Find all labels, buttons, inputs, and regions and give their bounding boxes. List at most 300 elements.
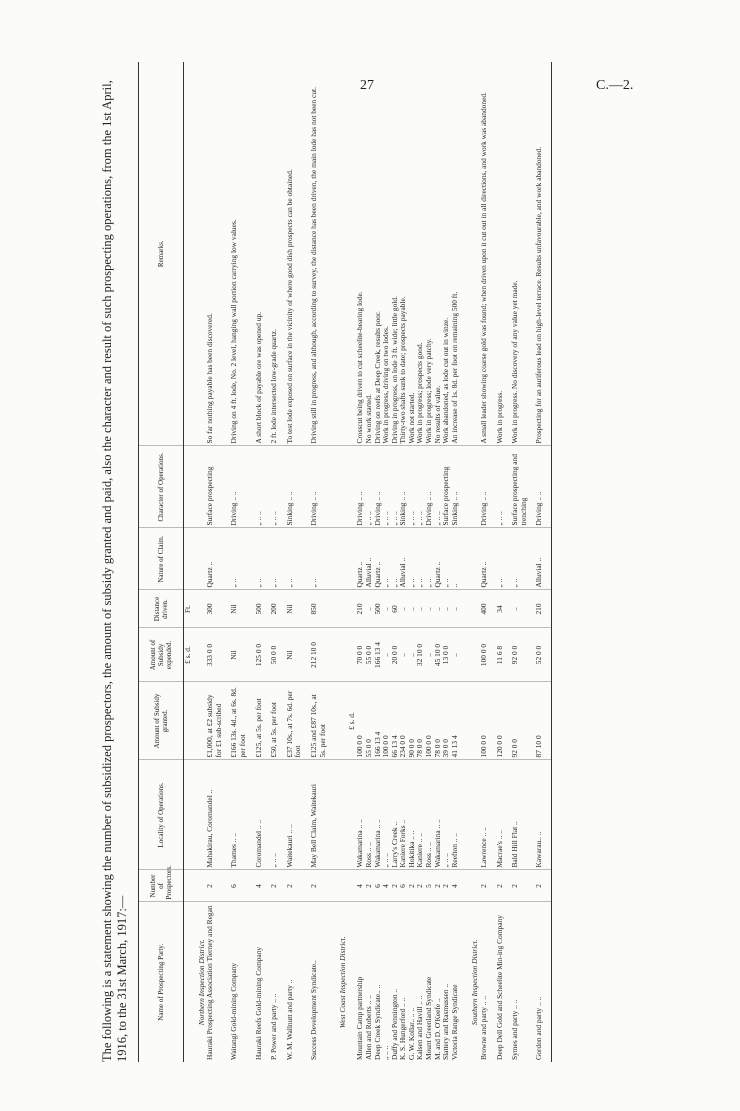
spacer-row: [459, 62, 466, 1062]
cell-distance: ..: [365, 590, 374, 628]
header-remarks: Remarks.: [139, 62, 184, 446]
spacer-row: [223, 62, 230, 1062]
empty-cell: [193, 682, 207, 760]
table-row: [255, 62, 264, 1062]
empty-cell: [466, 682, 480, 760]
cell-granted: £1,000, at £2 subsidy for £1 sub-scribed: [206, 682, 223, 760]
cell-number: 2: [206, 870, 223, 902]
cell-number: 6: [399, 870, 408, 902]
empty-cell: [334, 62, 348, 446]
cell-locality: Kaniere Forks ..: [399, 760, 408, 870]
district-heading-row: [193, 62, 207, 1062]
cell-granted: £166 13s. 4d., at 6s. 8d. per foot: [230, 682, 247, 760]
table-row: [206, 62, 223, 1062]
cell-character: „ .. ..: [496, 446, 505, 528]
cell-locality: Thames .. ..: [230, 760, 247, 870]
cell-party: Duffy and Pennington ..: [389, 988, 399, 1060]
cell-remarks: Driving on reefs at Deep Creek, results poor.: [374, 62, 383, 446]
cell-character: Driving .. ..: [480, 446, 489, 528]
cell-claim: „ ..: [416, 528, 425, 590]
district-heading: West Coast Inspection District.: [338, 936, 348, 1029]
cell-locality: Ross .. ..: [425, 760, 434, 870]
empty-cell: [466, 446, 480, 528]
empty-cell: [184, 528, 193, 590]
cell-distance: 300: [206, 590, 223, 628]
cell-character: Driving .. ..: [356, 446, 365, 528]
empty-cell: [184, 902, 193, 1062]
cell-distance: ..: [434, 590, 443, 628]
cell-character: Driving .. ..: [374, 446, 383, 528]
cell-number: 2: [391, 870, 400, 902]
district-heading: Northern Inspection District.: [196, 939, 206, 1026]
cell-granted: 100 0 0: [425, 682, 434, 760]
cell-remarks: Driving in progress, on lode 3 ft. wide; little gold.: [391, 62, 400, 446]
cell-party: Slattery and Rasmussen ..: [441, 983, 451, 1060]
cell-distance: 850: [310, 590, 327, 628]
empty-cell: [544, 590, 552, 628]
table-row: [230, 62, 247, 1062]
empty-cell: [193, 62, 207, 446]
cell-character: Surface prospecting: [206, 446, 223, 528]
unit-expended: £ s. d.: [184, 628, 193, 682]
header-party: Name of Prospecting Party.: [139, 902, 184, 1062]
cell-character: „ .. ..: [382, 446, 391, 528]
cell-party: Allen and Roberts .. ..: [363, 995, 373, 1060]
empty-cell: [184, 446, 193, 528]
cell-claim: „ ..: [391, 528, 400, 590]
empty-cell: [193, 446, 207, 528]
cell-party: Mountain Camp partnership: [355, 976, 365, 1060]
spacer-row: [544, 62, 552, 1062]
cell-remarks: Work in progress, driving on two lodes.: [382, 62, 391, 446]
cell-number: 2: [286, 870, 303, 902]
cell-number: 4: [356, 870, 365, 902]
cell-number: 2: [480, 870, 489, 902]
cell-character: „ .. ..: [391, 446, 400, 528]
cell-granted: 39 0 0: [442, 682, 451, 760]
empty-cell: [544, 446, 552, 528]
empty-cell: [334, 528, 348, 590]
table-header-row: [139, 62, 184, 1062]
table-row: [382, 62, 391, 1062]
cell-locality: Hokitika .. ..: [408, 760, 417, 870]
cell-number: 2: [442, 870, 451, 902]
cell-locality: Kawarau.. ..: [535, 760, 544, 870]
cell-number: 2: [511, 870, 528, 902]
cell-granted: 100 0 0: [480, 682, 489, 760]
cell-distance: 210: [356, 590, 365, 628]
cell-party: Waitangi Gold-mining Company: [229, 962, 239, 1060]
cell-party: G. W. Kollar.. .. ..: [406, 1007, 416, 1060]
table-body: [184, 62, 552, 1062]
cell-remarks: To test lode exposed on surface in the vicinity of where good dish prospects can be obtained.: [286, 62, 303, 446]
cell-granted: 55 0 0: [365, 682, 374, 760]
cell-expended: ..: [451, 628, 460, 682]
cell-remarks: Work in progress; lode very patchy.: [425, 62, 434, 446]
empty-cell: [459, 590, 466, 628]
cell-claim: „ ..: [408, 528, 417, 590]
cell-character: Driving .. ..: [230, 446, 247, 528]
cell-expended: 55 0 0: [365, 628, 374, 682]
cell-number: 2: [270, 870, 279, 902]
cell-expended: Nil: [286, 628, 303, 682]
cell-granted: £125, at 5s. per foot: [255, 682, 264, 760]
empty-cell: [459, 902, 466, 1062]
cell-remarks: An increase of 1s. 8d. per foot on remaining 500 ft.: [451, 62, 460, 446]
cell-character: Sinking .. ..: [451, 446, 460, 528]
cell-character: „ .. ..: [270, 446, 279, 528]
cell-distance: ..: [425, 590, 434, 628]
cell-remarks: Work in progress.: [496, 62, 505, 446]
units-row: [184, 62, 193, 1062]
cell-party: Symes and party .. ..: [510, 999, 520, 1060]
cell-distance: ..: [451, 590, 460, 628]
empty-cell: [459, 760, 466, 870]
cell-locality: Lawrence .. ..: [480, 760, 489, 870]
empty-cell: [327, 870, 334, 902]
district-heading-row: [334, 62, 348, 1062]
cell-expended: 32 10 0: [416, 628, 425, 682]
cell-claim: Alluvial ..: [365, 528, 374, 590]
cell-granted: £37 10s., at 7s. 6d. per foot: [286, 682, 303, 760]
spacer-row: [504, 62, 511, 1062]
cell-character: Sinking .. ..: [399, 446, 408, 528]
empty-cell: [466, 760, 480, 870]
cell-number: 6: [374, 870, 383, 902]
cell-claim: „ ..: [425, 528, 434, 590]
unit-distance: Ft.: [184, 590, 193, 628]
empty-cell: [193, 760, 207, 870]
empty-cell: [327, 760, 334, 870]
cell-locality: Wakamarina .. ..: [356, 760, 365, 870]
empty-cell: [544, 902, 552, 1062]
spacer-row: [327, 62, 334, 1062]
table-row: [270, 62, 279, 1062]
cell-distance: 34: [496, 590, 505, 628]
cell-locality: Waitekauri .. ..: [286, 760, 303, 870]
cell-remarks: Work in progress. No discovery of any value yet made.: [511, 62, 528, 446]
cell-expended: ..: [425, 628, 434, 682]
cell-claim: ..: [451, 528, 460, 590]
cell-party: Deep Dell Gold and Scheelite Min-ing Company: [494, 915, 504, 1060]
cell-remarks: So far nothing payable has been discovered.: [206, 62, 223, 446]
cell-party: M. and D. O'Keefe ..: [432, 998, 442, 1060]
cell-distance: ..: [511, 590, 528, 628]
cell-claim: „ ..: [286, 528, 303, 590]
cell-number: 2: [310, 870, 327, 902]
cell-remarks: 2 ft. lode intersected low-grade quartz.: [270, 62, 279, 446]
empty-cell: [544, 62, 552, 446]
cell-expended: 13 0 0: [442, 628, 451, 682]
empty-cell: [184, 62, 193, 446]
cell-remarks: Prospecting for an auriferous lead on high-level terrace. Results unfavourable, and work abandoned.: [535, 62, 544, 446]
cell-character: „ .. ..: [255, 446, 264, 528]
cell-number: 2: [535, 870, 544, 902]
cell-claim: „ ..: [496, 528, 505, 590]
cell-expended: 166 13 4: [374, 628, 383, 682]
cell-remarks: A short block of payable ore was opened up.: [255, 62, 264, 446]
spacer-row: [489, 62, 496, 1062]
empty-cell: [544, 628, 552, 682]
cell-remarks: No work started.: [365, 62, 374, 446]
cell-character: Surface prospecting: [442, 446, 451, 528]
cell-locality: Reefton .. ..: [451, 760, 460, 870]
cell-claim: Alluvial ..: [535, 528, 544, 590]
table-row: [511, 62, 528, 1062]
cell-locality: Ross .. ..: [365, 760, 374, 870]
document-reference: C.—2.: [596, 78, 634, 93]
cell-character: „ .. ..: [434, 446, 443, 528]
cell-expended: 212 10 0: [310, 628, 327, 682]
empty-cell: [334, 590, 348, 628]
cell-party: Browne and party .. ..: [479, 995, 489, 1060]
cell-granted: 41 13 4: [451, 682, 460, 760]
cell-distance: 60: [391, 590, 400, 628]
empty-cell: [334, 760, 348, 870]
empty-cell: [193, 628, 207, 682]
cell-distance: ..: [382, 590, 391, 628]
empty-cell: [459, 870, 466, 902]
cell-locality: Macrae's .. ..: [496, 760, 505, 870]
cell-expended: 333 0 0: [206, 628, 223, 682]
cell-number: 2: [416, 870, 425, 902]
cell-expended: 45 10 0: [434, 628, 443, 682]
empty-cell: [193, 528, 207, 590]
empty-cell: [327, 902, 334, 1062]
cell-character: Driving .. ..: [425, 446, 434, 528]
cell-granted: 92 0 0: [511, 682, 528, 760]
cell-distance: 200: [270, 590, 279, 628]
cell-character: Surface prospecting and trenching: [511, 446, 528, 528]
cell-character: „ .. ..: [365, 446, 374, 528]
cell-party: P. Power and party .. ..: [269, 993, 279, 1060]
cell-granted: 166 13 4: [374, 682, 383, 760]
empty-cell: [466, 628, 480, 682]
cell-claim: Alluvial ..: [399, 528, 408, 590]
cell-locality: Wakamarina .. ..: [434, 760, 443, 870]
cell-granted: 234 0 0: [399, 682, 408, 760]
cell-granted: 100 0 0: [356, 682, 365, 760]
cell-expended: 100 0 0: [480, 628, 489, 682]
intro-paragraph: The following is a statement showing the number of subsidized prospectors, the amount of subsidy granted and paid, also the character and result of such prospecting operations, from the 1st April, 1916, to the 31st March, 1917:—: [100, 80, 129, 1062]
cell-party: Kalsen and Havill .. ..: [415, 995, 425, 1060]
empty-cell: [334, 628, 348, 682]
cell-distance: 400: [480, 590, 489, 628]
cell-expended: ..: [382, 628, 391, 682]
cell-number: 4: [382, 870, 391, 902]
empty-cell: [327, 682, 334, 760]
cell-distance: ..: [416, 590, 425, 628]
cell-remarks: Work not started.: [408, 62, 417, 446]
cell-character: Sinking .. ..: [286, 446, 303, 528]
district-heading-row: [466, 62, 480, 1062]
cell-claim: „ ..: [442, 528, 451, 590]
cell-remarks: No results of value.: [434, 62, 443, 446]
cell-remarks: A small leader showing coarse gold was found; when driven upon it cut out in all directions, and work was abandoned.: [480, 62, 489, 446]
cell-claim: Quartz ..: [480, 528, 489, 590]
empty-cell: [327, 528, 334, 590]
cell-remarks: Thirty-two shafts sunk to date; prospects payable.: [399, 62, 408, 446]
empty-cell: [489, 62, 496, 446]
cell-number: 6: [230, 870, 247, 902]
cell-distance: 210: [535, 590, 544, 628]
empty-cell: [327, 590, 334, 628]
cell-distance: Nil: [286, 590, 303, 628]
empty-cell: [184, 760, 193, 870]
table-row: [310, 62, 327, 1062]
cell-locality: May Bell Claim, Waitekauri: [310, 760, 327, 870]
empty-cell: [327, 446, 334, 528]
cell-claim: „ ..: [270, 528, 279, 590]
spacer-row: [263, 62, 270, 1062]
cell-locality: Kaniere .. ..: [416, 760, 425, 870]
table-row: [535, 62, 544, 1062]
cell-distance: ..: [408, 590, 417, 628]
cell-locality: Mahakirau, Coromandel ..: [206, 760, 223, 870]
cell-claim: Quartz ..: [434, 528, 443, 590]
cell-expended: 20 0 0: [391, 628, 400, 682]
empty-cell: [466, 870, 480, 902]
empty-cell: [327, 62, 334, 446]
cell-granted: £125 and £87 10s., at 5s. per foot: [310, 682, 327, 760]
cell-granted: 78 0 0: [416, 682, 425, 760]
cell-remarks: Driving still in progress, and although, according to survey, the distance has been driven, the main lode has not been cut.: [310, 62, 327, 446]
cell-claim: „ ..: [382, 528, 391, 590]
cell-claim: Quartz ..: [374, 528, 383, 590]
cell-locality: „ .. ..: [270, 760, 279, 870]
header-granted: Amount of Subsidy granted.: [139, 682, 184, 760]
rotated-table-region: [100, 62, 740, 1062]
cell-granted: 90 0 0: [408, 682, 417, 760]
cell-number: 2: [365, 870, 374, 902]
cell-locality: „ .. ..: [442, 760, 451, 870]
cell-number: 2: [408, 870, 417, 902]
cell-party: Deep Creek Syndicate.. ..: [372, 984, 382, 1060]
cell-claim: „ ..: [310, 528, 327, 590]
header-locality: Locality of Operations.: [139, 760, 184, 870]
cell-claim: „ ..: [511, 528, 528, 590]
table-row: [451, 62, 460, 1062]
empty-cell: [544, 682, 552, 760]
empty-cell: [459, 528, 466, 590]
cell-distance: ..: [442, 590, 451, 628]
cell-character: „ .. ..: [408, 446, 417, 528]
empty-cell: [544, 528, 552, 590]
cell-character: Driving .. ..: [310, 446, 327, 528]
empty-cell: [334, 682, 348, 760]
table-row: [434, 62, 443, 1062]
table-row: [399, 62, 408, 1062]
table-row: [286, 62, 303, 1062]
header-character: Character of Operations.: [139, 446, 184, 528]
prospecting-table: [138, 62, 552, 1062]
cell-locality: Larry's Creek ..: [391, 760, 400, 870]
empty-cell: [544, 760, 552, 870]
cell-party: W. M. Wallnutt and party ..: [284, 979, 294, 1060]
cell-number: 4: [255, 870, 264, 902]
table-row: [496, 62, 505, 1062]
table-row: [416, 62, 425, 1062]
empty-cell: [334, 870, 348, 902]
empty-cell: [327, 628, 334, 682]
cell-character: „ .. ..: [416, 446, 425, 528]
empty-cell: [459, 628, 466, 682]
table-row: [442, 62, 451, 1062]
empty-cell: [466, 590, 480, 628]
cell-party: Hauraki Reefs Gold-mining Company: [253, 946, 263, 1060]
cell-party: Gordon and party .. ..: [534, 996, 544, 1060]
cell-remarks: Work abandoned, as lode cut out in winze.: [442, 62, 451, 446]
header-claim: Nature of Claim.: [139, 528, 184, 590]
cell-claim: „ ..: [255, 528, 264, 590]
cell-locality: Coromandel .. ..: [255, 760, 264, 870]
cell-granted: 87 10 0: [535, 682, 544, 760]
empty-cell: [193, 870, 207, 902]
cell-remarks: Work in progress; prospects good.: [416, 62, 425, 446]
table-row: [374, 62, 383, 1062]
empty-cell: [193, 590, 207, 628]
cell-expended: 50 0 0: [270, 628, 279, 682]
cell-distance: ..: [399, 590, 408, 628]
cell-number: 2: [434, 870, 443, 902]
unit-granted: £ s. d.: [348, 682, 357, 760]
empty-cell: [184, 870, 193, 902]
district-heading: Southern Inspection District.: [470, 939, 480, 1026]
empty-cell: [466, 62, 480, 446]
header-distance: Distance driven.: [139, 590, 184, 628]
cell-party: Hauraki Prospecting Association Tierney and Regan: [205, 905, 215, 1060]
cell-distance: 500: [255, 590, 264, 628]
empty-cell: [466, 528, 480, 590]
cell-expended: 92 0 0: [511, 628, 528, 682]
cell-remarks: Crosscut being driven to cut scheelite-bearing lode.: [356, 62, 365, 446]
cell-granted: 100 0 0: [382, 682, 391, 760]
spacer-row: [248, 62, 255, 1062]
page-number: 27: [360, 78, 374, 93]
cell-party: Success Development Syndicate..: [308, 960, 318, 1060]
cell-expended: 11 6 8: [496, 628, 505, 682]
cell-granted: 66 13 4: [391, 682, 400, 760]
cell-party: „ .. ..: [381, 1045, 391, 1060]
table-row: [480, 62, 489, 1062]
cell-party: Mount Greenland Syndicate: [424, 976, 434, 1060]
cell-expended: ..: [399, 628, 408, 682]
cell-claim: Quartz ..: [206, 528, 223, 590]
empty-cell: [459, 682, 466, 760]
cell-distance: Nil: [230, 590, 247, 628]
cell-locality: Wakamarina .. ..: [374, 760, 383, 870]
cell-number: 4: [451, 870, 460, 902]
cell-remarks: Driving on 4 ft. lode, No. 2 level, hanging wall portion carrying low values.: [230, 62, 247, 446]
cell-claim: „ ..: [230, 528, 247, 590]
header-expended: Amount of Subsidy expended.: [139, 628, 184, 682]
cell-locality: Bald Hill Flat ..: [511, 760, 528, 870]
empty-cell: [459, 62, 466, 446]
table-row: [408, 62, 417, 1062]
cell-granted: £50, at 5s. per foot: [270, 682, 279, 760]
cell-claim: Quartz ..: [356, 528, 365, 590]
cell-granted: 120 0 0: [496, 682, 505, 760]
cell-number: 5: [425, 870, 434, 902]
cell-distance: 500: [374, 590, 383, 628]
empty-cell: [544, 870, 552, 902]
cell-number: 2: [496, 870, 505, 902]
header-number: Number of Prospectors.: [139, 870, 184, 902]
cell-character: Driving .. ..: [535, 446, 544, 528]
cell-expended: ..: [408, 628, 417, 682]
empty-cell: [459, 446, 466, 528]
cell-locality: „ .. ..: [382, 760, 391, 870]
